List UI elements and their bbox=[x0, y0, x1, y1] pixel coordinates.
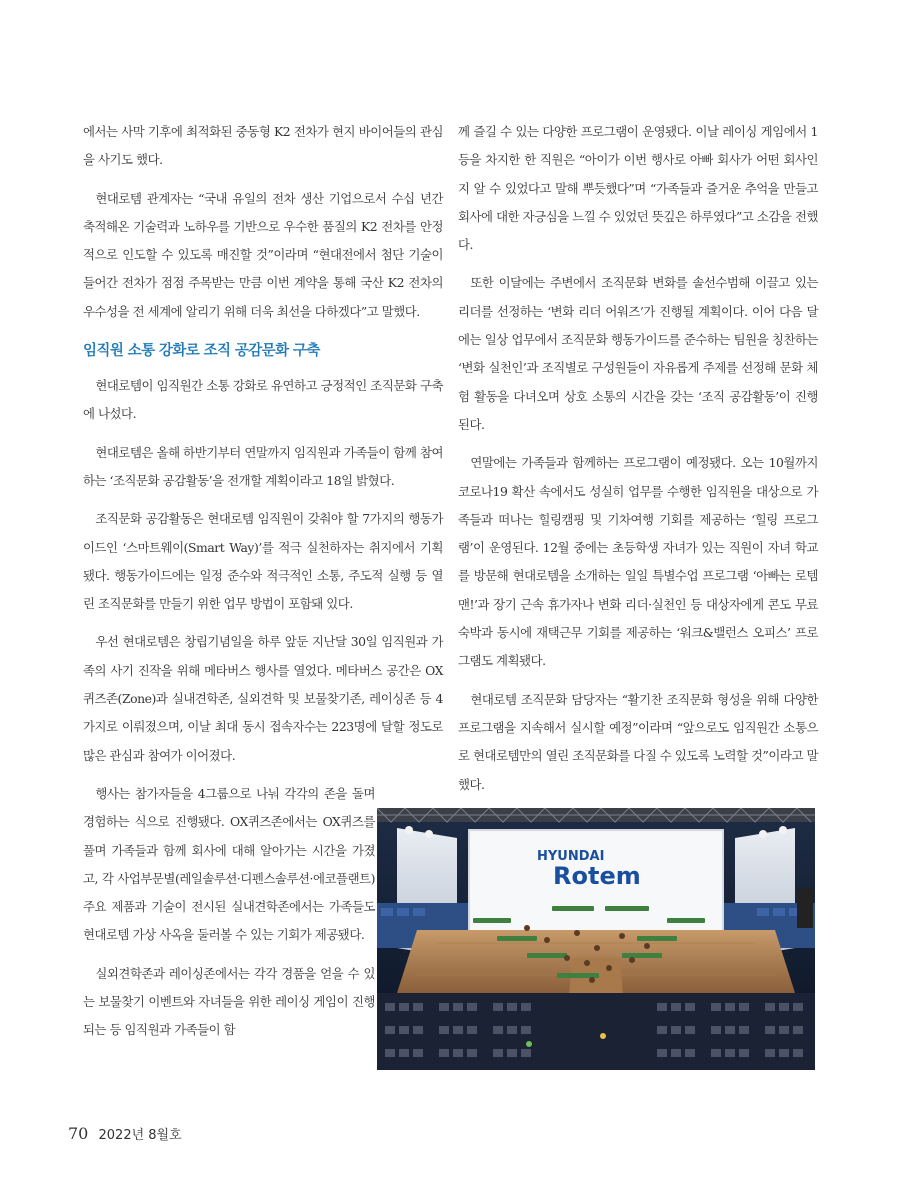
paragraph: 현대로템은 올해 하반기부터 연말까지 임직원과 가족들이 함께 참여하는 ‘조직문화 공감활동’을 전개할 계획이라고 18일 밝혔다. bbox=[83, 444, 443, 488]
paragraph: 연말에는 가족들과 함께하는 프로그램이 예정됐다. 오는 10월까지 코로나19 확산 속에서도 성실히 업무를 수행한 임직원을 대상으로 가족들과 떠나는 힐링캠핑 및 기차여행 기회를 제공하는 ‘힐링 프로그램’이 운영된다. 12월 중에는 초등학생 자녀가 있는 직원이 자녀 학교를 방문해 현대로템을 소개하는 일일 특별수업 프로그램 ‘아빠는 로템맨!’과 장기 근속 휴가자나 변화 리더·실천인 등 대상자에게 콘도 무료 숙박과 동시에 재택근무 기회를 제공하는 ‘워크&밸런스 오피스’ 프로그램도 계획됐다. bbox=[458, 455, 818, 669]
paragraph: 조직문화 공감활동은 현대로템 임직원이 갖춰야 할 7가지의 행동가이드인 ‘스마트웨이(Smart Way)’를 적극 실천하자는 취지에서 기획됐다. 행동가이드에는 일정 준수와 적극적인 소통, 주도적 실행 등 열린 조직문화를 만들기 위한 업무 방법이 포함돼 있다. bbox=[83, 511, 443, 612]
paragraph: 현대로템이 임직원간 소통 강화로 유연하고 긍정적인 조직문화 구축에 나섰다. bbox=[83, 378, 443, 422]
paragraph: 현대로템 조직문화 담당자는 “활기찬 조직문화 형성을 위해 다양한 프로그램을 지속해서 실시할 예정”이라며 “앞으로도 임직원간 소통으로 현대로템만의 열린 조직문화를 다질 수 있도록 노력할 것”이라고 말했다. bbox=[458, 691, 818, 792]
paragraph: 에서는 사막 기후에 최적화된 중동형 K2 전차가 현지 바이어들의 관심을 사기도 했다. bbox=[83, 124, 443, 168]
issue-label: 2022년 8월호 bbox=[98, 1128, 182, 1143]
paragraph: 현대로템 관계자는 “국내 유일의 전차 생산 기업으로서 수십 년간 축적해온 기술력과 노하우를 기반으로 우수한 품질의 K2 전차를 안정적으로 인도할 수 있도록 매진할 것”이라며 “현대전에서 첨단 기술이 들어간 전차가 점점 주목받는 만큼 이번 계약을 통해 국산 K2 전차의 우수성을 전 세계에 알리기 위해 더욱 최선을 다하겠다”고 말했다. bbox=[83, 190, 443, 319]
metaverse-stage-illustration bbox=[377, 808, 815, 1070]
metaverse-event-photo bbox=[377, 808, 815, 1070]
paragraph: 또한 이달에는 주변에서 조직문화 변화를 솔선수범해 이끌고 있는 리더를 선정하는 ‘변화 리더 어워즈’가 진행될 계획이다. 이어 다음 달에는 일상 업무에서 조직문화 행동가이드를 준수하는 팀원을 칭찬하는 ‘변화 실천인’과 조직별로 구성원들이 자유롭게 주제를 선정해 문화 체험 활동을 다녀오며 상호 소통의 시간을 갖는 ‘조직 공감활동’이 진행된다. bbox=[458, 275, 818, 432]
paragraph: 행사는 참가자들을 4그룹으로 나눠 각각의 존을 돌며 경험하는 식으로 진행됐다. OX퀴즈존에서는 OX퀴즈를 풀며 가족들과 함께 회사에 대해 알아가는 시간을 가졌고, 각 사업부문별(레일솔루션·디펜스솔루션·에코플랜트) 주요 제품과 기술이 전시된 실내견학존에서는 가족들도 현대로템 가상 사옥을 둘러볼 수 있는 기회가 제공됐다. bbox=[83, 785, 375, 943]
page-number: 70 bbox=[68, 1124, 89, 1143]
right-column bbox=[458, 118, 818, 809]
screen-logo-hyundai: HYUNDAI bbox=[537, 849, 605, 864]
screen-logo-rotem: Rotem bbox=[553, 862, 641, 890]
paragraph: 께 즐길 수 있는 다양한 프로그램이 운영됐다. 이날 레이싱 게임에서 1등을 차지한 한 직원은 “아이가 이번 행사로 아빠 회사가 어떤 회사인지 알 수 있었다고 말해 뿌듯했다”며 “가족들과 즐거운 추억을 만들고 회사에 대한 자긍심을 느낄 수 있었던 뜻깊은 하루였다”고 소감을 전했다. bbox=[458, 124, 818, 253]
section-heading: 임직원 소통 강화로 조직 공감문화 구축 bbox=[83, 343, 320, 360]
page-footer bbox=[68, 1124, 182, 1143]
paragraph: 실외견학존과 레이싱존에서는 각각 경품을 얻을 수 있는 보물찾기 이벤트와 자녀들을 위한 레이싱 게임이 진행되는 등 임직원과 가족들이 함 bbox=[83, 965, 375, 1038]
paragraph: 우선 현대로템은 창립기념일을 하루 앞둔 지난달 30일 임직원과 가족의 사기 진작을 위해 메타버스 행사를 열었다. 메타버스 공간은 OX퀴즈존(Zone)과 실내견학존, 실외견학 및 보물찾기존, 레이싱존 등 4가지로 이뤄졌으며, 이날 최대 동시 접속자수는 223명에 달할 정도로 많은 관심과 참여가 이어졌다. bbox=[83, 634, 443, 763]
